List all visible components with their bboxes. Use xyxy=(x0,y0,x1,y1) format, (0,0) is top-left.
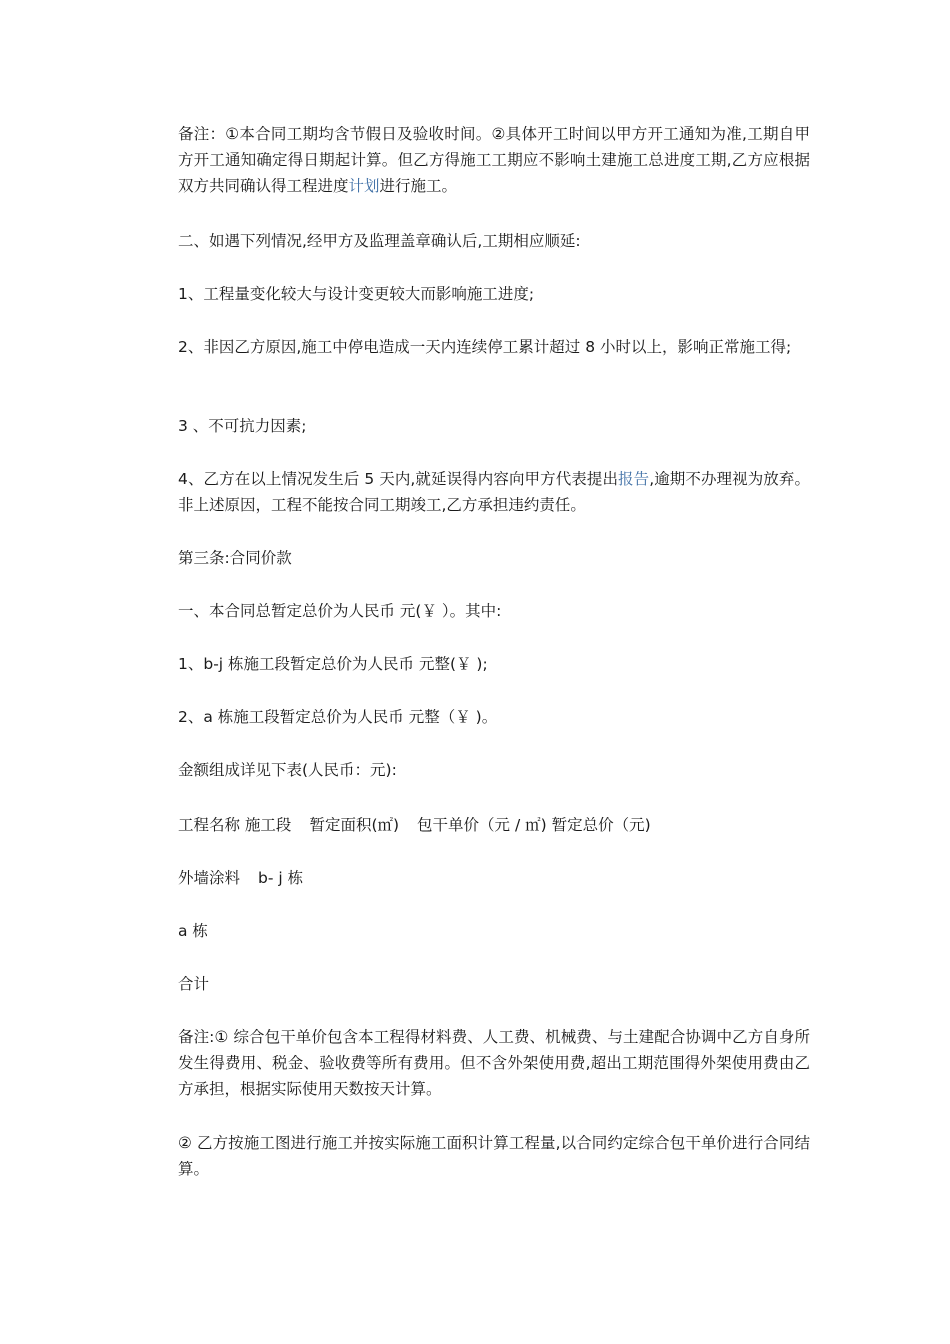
condition-item-3: 3 、不可抗力因素; xyxy=(178,417,307,435)
table-row-exterior-paint xyxy=(145,865,810,891)
table-row-segment-a: a 栋 xyxy=(178,922,208,940)
table-cell-project-name: 外墙涂料 xyxy=(178,869,241,887)
plan-link[interactable]: 计划 xyxy=(348,177,380,195)
report-link[interactable]: 报告 xyxy=(618,470,650,488)
table-header-price: 包干单价（元 / ㎡) 暂定总价（元) xyxy=(417,816,651,834)
condition-item-4 xyxy=(145,466,810,518)
article-3-heading: 第三条:合同价款 xyxy=(178,549,292,567)
condition-item-4-text-end: ,逾期不办理视为放弃。非上述原因，工程不能按合同工期竣工,乙方承担违约责任。 xyxy=(178,470,810,514)
extension-conditions-heading: 二、如遇下列情况,经甲方及监理盖章确认后,工期相应顺延: xyxy=(178,232,581,250)
table-cell-segment-bj: b- j 栋 xyxy=(258,869,304,887)
remark-settlement-paragraph: ② 乙方按施工图进行施工并按实际施工面积计算工程量,以合同约定综合包干单价进行合同结算。 xyxy=(178,1134,810,1178)
document-page xyxy=(145,0,810,1344)
amount-breakdown-heading: 金额组成详见下表(人民币：元): xyxy=(178,761,397,779)
table-header-name-segment: 工程名称 施工段 xyxy=(178,816,292,834)
table-row-total: 合计 xyxy=(178,975,210,993)
price-item-a: 2、a 栋施工段暂定总价为人民币 元整（￥ )。 xyxy=(178,708,498,726)
table-header-row xyxy=(145,812,810,838)
price-item-bj: 1、b-j 栋施工段暂定总价为人民币 元整(￥ ); xyxy=(178,655,488,673)
total-price-paragraph: 一、本合同总暂定总价为人民币 元(￥ ）。其中: xyxy=(178,602,502,620)
remark-schedule-text: 备注：①本合同工期均含节假日及验收时间。②具体开工时间以甲方开工通知为准,工期自甲方开工通知确定得日期起计算。但乙方得施工工期应不影响土建施工总进度工期,乙方应根据双方共同确认得工程进度 xyxy=(178,125,810,195)
remark-schedule-text-end: 进行施工。 xyxy=(379,177,458,195)
condition-item-2: 2、非因乙方原因,施工中停电造成一天内连续停工累计超过 8 小时以上，影响正常施工得; xyxy=(178,338,792,356)
condition-item-1: 1、工程量变化较大与设计变更较大而影响施工进度; xyxy=(178,285,535,303)
remark-unit-price-paragraph: 备注:① 综合包干单价包含本工程得材料费、人工费、机械费、与土建配合协调中乙方自身所发生得费用、税金、验收费等所有费用。但不含外架使用费,超出工期范围得外架使用费由乙方承担，根据实际使用天数按天计算。 xyxy=(178,1028,810,1098)
condition-item-4-text: 4、乙方在以上情况发生后 5 天内,就延误得内容向甲方代表提出 xyxy=(178,470,619,488)
table-header-area: 暂定面积(㎡) xyxy=(309,816,400,834)
remark-schedule-paragraph xyxy=(145,121,810,199)
